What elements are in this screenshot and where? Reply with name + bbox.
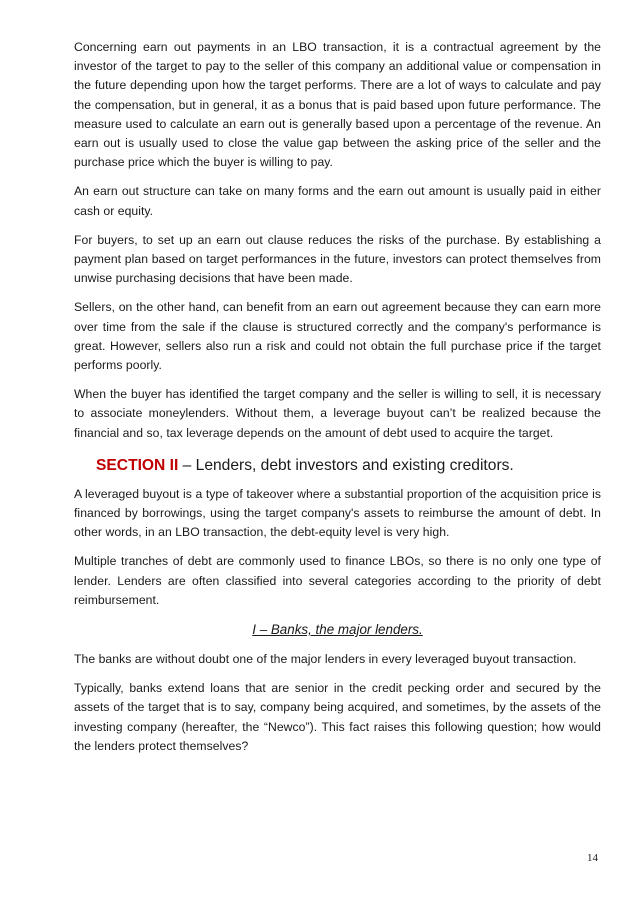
paragraph-buyers: For buyers, to set up an earn out clause reduces the risks of the purchase. By establishing a payment plan based on target performances in the future, investors can protect themselves from unwise purchasing decisions that have been made. xyxy=(74,232,601,286)
page-content xyxy=(74,38,601,766)
paragraph-moneylenders: When the buyer has identified the target company and the seller is willing to sell, it is necessary to associate moneylenders. Without them, a leverage buyout can’t be realized because the financial and so, tax leverage depends on the amount of debt used to acquire the target. xyxy=(74,387,601,440)
paragraph-debt-tranches: Multiple tranches of debt are commonly used to finance LBOs, so there is no only one type of lender. Lenders are often classified into several categories according to the priority of debt reimbursement. xyxy=(74,554,601,607)
section-title: – Lenders, debt investors and existing creditors. xyxy=(178,456,514,474)
page-number: 14 xyxy=(587,852,598,864)
subsection-heading xyxy=(74,620,601,640)
section-heading xyxy=(96,455,601,477)
paragraph-sellers: Sellers, on the other hand, can benefit from an earn out agreement because they can earn more over time from the sale if the clause is structured correctly and the company's performance is great. However, sellers also run a risk and could not obtain the full purchase price if the target performs poorly. xyxy=(74,300,601,373)
paragraph-banks-senior-loans: Typically, banks extend loans that are senior in the credit pecking order and secured by the assets of the target that is to say, company being acquired, and sometimes, by the assets of the investing company (hereafter, the “Newco”). This fact raises this following question; how would the lenders protect themselves? xyxy=(74,681,601,753)
section-number: SECTION II xyxy=(96,456,179,474)
paragraph-banks-major: The banks are without doubt one of the major lenders in every leveraged buyout transaction. xyxy=(74,652,577,667)
subsection-title: I – Banks, the major lenders. xyxy=(252,622,423,638)
paragraph-leveraged-buyout: A leveraged buyout is a type of takeover where a substantial proportion of the acquisition price is financed by borrowings, using the target company's assets to reimburse the amount of debt. In other words, in an LBO transaction, the debt-equity level is very high. xyxy=(74,486,601,540)
paragraph-earn-out-definition: Concerning earn out payments in an LBO transaction, it is a contractual agreement by the investor of the target to pay to the seller of this company an additional value or compensation in the future depending upon how the target performs. There are a lot of ways to calculate and pay the compensation, but in general, it as a bonus that is paid based upon future performance. The measure used to calculate an earn out is generally based upon a percentage of the revenue. An earn out is usually used to close the value gap between the asking price of the seller and the purchase price which the buyer is willing to pay. xyxy=(74,40,601,170)
paragraph-earn-out-structure: An earn out structure can take on many forms and the earn out amount is usually paid in either cash or equity. xyxy=(74,184,601,218)
